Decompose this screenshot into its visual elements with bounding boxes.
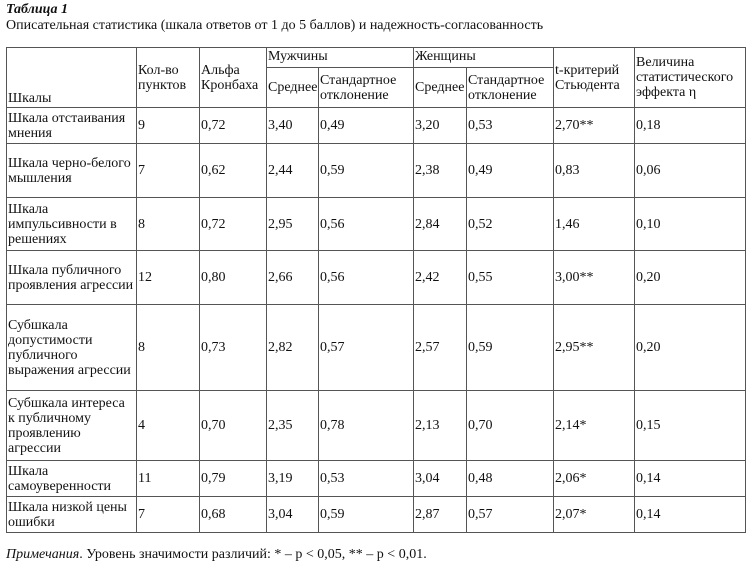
- cell-men-mean: 3,04: [267, 497, 319, 533]
- cell-men-sd: 0,57: [319, 305, 414, 391]
- cell-women-sd: 0,59: [467, 305, 554, 391]
- cell-men-mean: 2,35: [267, 391, 319, 461]
- cell-scale: Субшкала допустимости публичного выражения агрессии: [7, 305, 137, 391]
- cell-alpha: 0,72: [200, 198, 267, 251]
- cell-items: 4: [137, 391, 200, 461]
- statistics-table: [6, 47, 746, 533]
- cell-items: 11: [137, 461, 200, 497]
- header-scales: Шкалы: [7, 48, 137, 108]
- table-row: [7, 461, 746, 497]
- cell-t: 2,07*: [554, 497, 635, 533]
- cell-women-mean: 2,42: [414, 251, 467, 305]
- cell-alpha: 0,72: [200, 108, 267, 144]
- cell-men-mean: 3,19: [267, 461, 319, 497]
- cell-items: 8: [137, 305, 200, 391]
- cell-scale: Шкала самоуверенности: [7, 461, 137, 497]
- cell-women-mean: 2,57: [414, 305, 467, 391]
- cell-eta: 0,20: [635, 251, 746, 305]
- cell-women-mean: 3,20: [414, 108, 467, 144]
- cell-alpha: 0,79: [200, 461, 267, 497]
- table-title: Таблица 1: [6, 2, 68, 17]
- cell-scale: Шкала отстаивания мнения: [7, 108, 137, 144]
- cell-men-sd: 0,59: [319, 144, 414, 198]
- cell-scale: Субшкала интереса к публичному проявлению агрессии: [7, 391, 137, 461]
- cell-men-sd: 0,56: [319, 251, 414, 305]
- header-men: Мужчины: [267, 48, 414, 68]
- table-row: [7, 144, 746, 198]
- table-row: [7, 251, 746, 305]
- cell-eta: 0,18: [635, 108, 746, 144]
- note-label: Примечания: [6, 547, 80, 562]
- cell-women-sd: 0,55: [467, 251, 554, 305]
- cell-women-sd: 0,70: [467, 391, 554, 461]
- table-row: [7, 198, 746, 251]
- header-women-sd: Стандартное отклонение: [467, 68, 554, 108]
- cell-alpha: 0,62: [200, 144, 267, 198]
- header-men-sd: Стандартное отклонение: [319, 68, 414, 108]
- cell-scale: Шкала импульсивности в решениях: [7, 198, 137, 251]
- cell-items: 8: [137, 198, 200, 251]
- cell-alpha: 0,68: [200, 497, 267, 533]
- cell-alpha: 0,70: [200, 391, 267, 461]
- cell-women-mean: 2,38: [414, 144, 467, 198]
- cell-men-sd: 0,53: [319, 461, 414, 497]
- cell-items: 9: [137, 108, 200, 144]
- cell-men-mean: 2,44: [267, 144, 319, 198]
- cell-t: 2,70**: [554, 108, 635, 144]
- cell-men-mean: 2,66: [267, 251, 319, 305]
- table-row: [7, 497, 746, 533]
- cell-alpha: 0,80: [200, 251, 267, 305]
- cell-alpha: 0,73: [200, 305, 267, 391]
- table-note: [6, 547, 427, 563]
- header-t: t-критерий Стьюдента: [554, 48, 635, 108]
- cell-men-sd: 0,78: [319, 391, 414, 461]
- cell-t: 1,46: [554, 198, 635, 251]
- cell-women-mean: 2,13: [414, 391, 467, 461]
- cell-women-mean: 2,84: [414, 198, 467, 251]
- cell-men-mean: 2,82: [267, 305, 319, 391]
- table-row: [7, 305, 746, 391]
- cell-women-mean: 3,04: [414, 461, 467, 497]
- cell-women-sd: 0,49: [467, 144, 554, 198]
- cell-items: 7: [137, 144, 200, 198]
- cell-women-mean: 2,87: [414, 497, 467, 533]
- header-row-1: [7, 48, 746, 68]
- cell-scale: Шкала публичного проявления агрессии: [7, 251, 137, 305]
- cell-eta: 0,14: [635, 461, 746, 497]
- header-men-mean: Среднее: [267, 68, 319, 108]
- cell-items: 7: [137, 497, 200, 533]
- table-row: [7, 108, 746, 144]
- cell-scale: Шкала черно-белого мышления: [7, 144, 137, 198]
- cell-scale: Шкала низкой цены ошибки: [7, 497, 137, 533]
- cell-men-sd: 0,49: [319, 108, 414, 144]
- cell-items: 12: [137, 251, 200, 305]
- header-alpha: Альфа Кронбаха: [200, 48, 267, 108]
- cell-men-sd: 0,56: [319, 198, 414, 251]
- cell-eta: 0,20: [635, 305, 746, 391]
- table-subtitle: Описательная статистика (шкала ответов от 1 до 5 баллов) и надежность-согласованность: [6, 18, 544, 33]
- cell-women-sd: 0,52: [467, 198, 554, 251]
- cell-women-sd: 0,57: [467, 497, 554, 533]
- cell-t: 2,95**: [554, 305, 635, 391]
- cell-eta: 0,15: [635, 391, 746, 461]
- note-text: . Уровень значимости различий: * – p < 0,05, ** – p < 0,01.: [79, 547, 427, 562]
- cell-men-sd: 0,59: [319, 497, 414, 533]
- cell-women-sd: 0,48: [467, 461, 554, 497]
- cell-t: 2,14*: [554, 391, 635, 461]
- header-items: Кол-во пунктов: [137, 48, 200, 108]
- header-women: Женщины: [414, 48, 554, 68]
- table-row: [7, 391, 746, 461]
- cell-women-sd: 0,53: [467, 108, 554, 144]
- cell-eta: 0,14: [635, 497, 746, 533]
- cell-t: 3,00**: [554, 251, 635, 305]
- header-eta: Величина статистического эффекта η: [635, 48, 746, 108]
- cell-t: 2,06*: [554, 461, 635, 497]
- cell-men-mean: 3,40: [267, 108, 319, 144]
- header-women-mean: Среднее: [414, 68, 467, 108]
- cell-eta: 0,06: [635, 144, 746, 198]
- cell-t: 0,83: [554, 144, 635, 198]
- cell-eta: 0,10: [635, 198, 746, 251]
- cell-men-mean: 2,95: [267, 198, 319, 251]
